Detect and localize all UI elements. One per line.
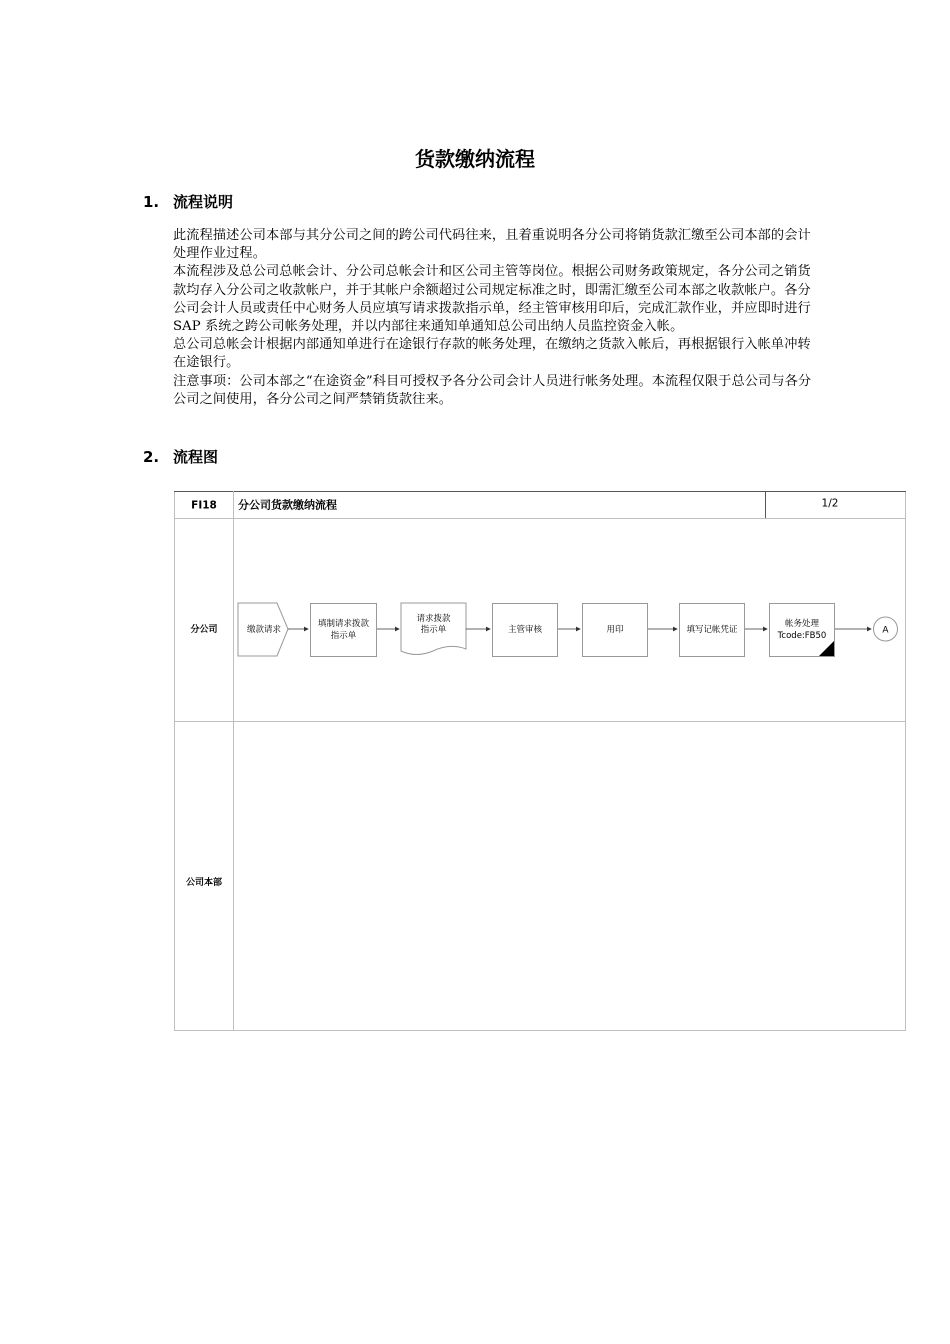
step-process-shape — [311, 604, 377, 657]
section-1-number: 1. — [143, 193, 160, 211]
step-3-label-line-1: 请求拨款 — [416, 614, 451, 624]
section-1-body — [173, 227, 813, 409]
step-3-label-line-2: 指示单 — [420, 625, 447, 635]
step-2-label-line-1: 填制请求拨款 — [317, 619, 370, 629]
step-5-label: 用印 — [606, 625, 624, 635]
document-title: 货款缴纳流程 — [415, 147, 535, 171]
paragraph-1: 此流程描述公司本部与其分公司之间的跨公司代码往来，且着重说明各分公司将销货款汇缴至公司本部的会计处理作业过程。 — [173, 228, 811, 262]
section-1-heading — [143, 191, 233, 212]
flowchart-canvas — [174, 491, 907, 1032]
paragraph-4: 注意事项：公司本部之“在途资金”科目可授权予各分公司会计人员进行帐务处理。本流程仅限于总公司与各分公司之间使用，各分公司之间严禁销货款往来。 — [173, 373, 812, 407]
chart-name: 分公司货款缴纳流程 — [238, 498, 337, 512]
paragraph-2: 本流程涉及总公司总帐会计、分公司总帐会计和区公司主管等岗位。根据公司财务政策规定，各分公司之销货款均存入分公司之收款帐户，并于其帐户余额超过公司规定标准之时，即需汇缴至公司本部之收款帐户。各分公司会计人员或责任中心财务人员应填写请求拨款指示单，经主管审核用印后，完成汇款作业，并应即时进行 SAP 系统之跨公司帐务处理，并以内部往来通知单通知总公司出纳人员监控资金入帐。 — [173, 264, 811, 335]
step-4-label: 主管审核 — [507, 625, 543, 635]
step-8-label: A — [882, 625, 889, 636]
flowchart — [174, 491, 907, 1032]
paragraph-3: 总公司总帐会计根据内部通知单进行在途银行存款的帐务处理，在缴纳之货款入帐后，再根据银行入帐单冲转在途银行。 — [173, 337, 811, 371]
step-system-shape — [770, 604, 835, 657]
step-6-label: 填写记帐凭证 — [686, 625, 738, 635]
section-1-title: 流程说明 — [173, 193, 234, 211]
step-1-label: 缴款请求 — [246, 625, 282, 635]
chart-page: 1/2 — [821, 497, 839, 510]
section-2-number: 2. — [143, 448, 160, 466]
section-2-title: 流程图 — [173, 448, 219, 466]
step-7-label-line-2: Tcode:FB50 — [777, 631, 827, 641]
lane-label-branch: 分公司 — [190, 625, 218, 635]
flowchart-frame — [175, 492, 906, 1031]
step-2-label-line-2: 指示单 — [330, 631, 357, 641]
section-2-heading — [143, 446, 218, 467]
chart-code: FI18 — [191, 499, 217, 512]
lane-label-hq: 公司本部 — [185, 878, 223, 888]
step-7-label-line-1: 帐务处理 — [784, 619, 820, 629]
